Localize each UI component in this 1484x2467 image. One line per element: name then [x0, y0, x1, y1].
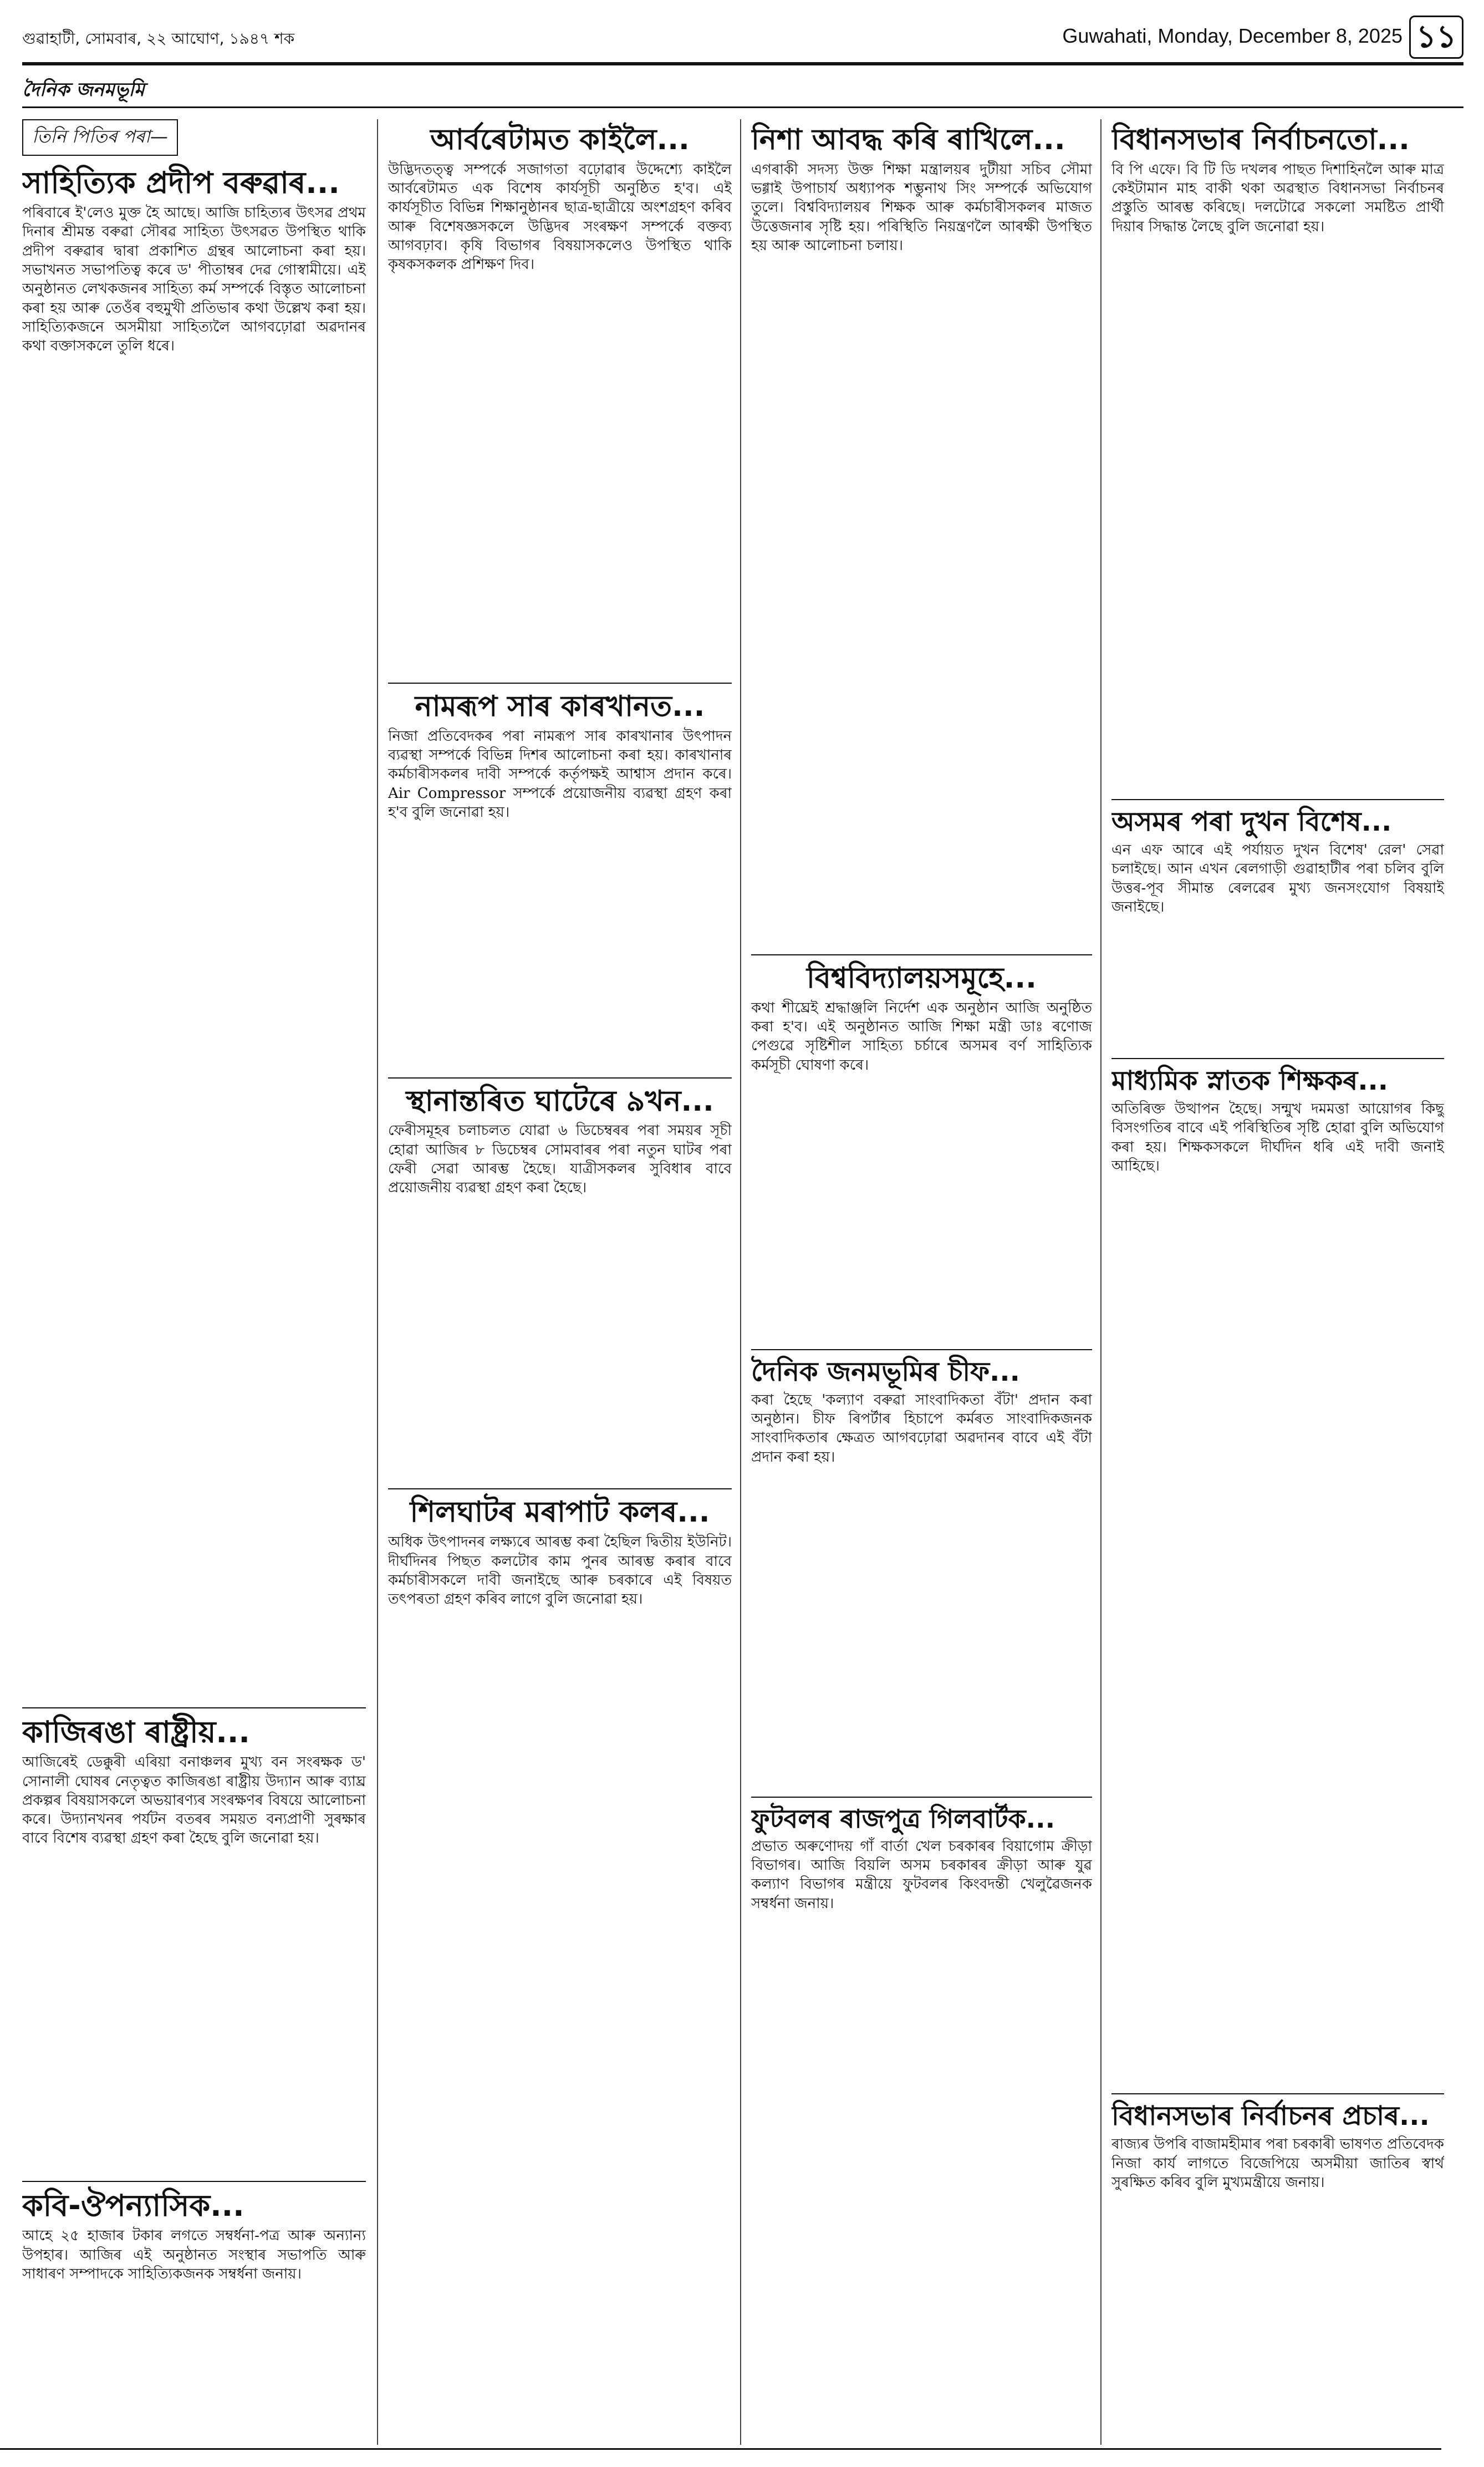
column-divider — [740, 119, 741, 2445]
article-body: উদ্ভিদতত্ত্ব সম্পৰ্কে সজাগতা বঢ়োৱাৰ উদ্দেশ্যে কাইলৈ আৰ্বৰেটামত এক বিশেষ কাৰ্যসূচী অনুষ্ঠিত হ'ব। এই কাৰ্যসূচীত বিভিন্ন শিক্ষানুষ্ঠানৰ ছাত্ৰ-ছাত্ৰীয়ে অংশগ্ৰহণ কৰিব আৰু বিশেষজ্ঞসকলে উদ্ভিদৰ সংৰক্ষণ সম্পৰ্কে বক্তব্য আগবঢ়াব। কৃষি বিভাগৰ বিষয়াসকলেও উপস্থিত থাকি কৃষকসকলক প্ৰশিক্ষণ দিব। — [388, 161, 732, 273]
headline: বিধানসভাৰ নিৰ্বাচনতো... — [1111, 123, 1410, 156]
article-body: কৰা হৈছে 'কল্যাণ বৰুৱা সাংবাদিকতা বঁটা' প্ৰদান কৰা অনুষ্ঠান। চীফ ৰিপৰ্টাৰ হিচাপে কৰ্মৰত সাংবাদিকজনক সাংবাদিকতাৰ ক্ষেত্ৰত আগবঢ়োৱা অৱদানৰ বাবে এই বঁটা প্ৰদান কৰা হয়। — [751, 1391, 1092, 1466]
article-university — [751, 962, 1092, 1342]
article-namrup — [388, 690, 732, 1071]
headline: বিশ্ববিদ্যালয়সমূহে... — [807, 961, 1037, 995]
article-janambhumi-chief — [751, 1357, 1092, 1790]
headline: অসমৰ পৰা দুখন বিশেষ... — [1111, 806, 1392, 837]
article-train — [1111, 807, 1444, 1051]
column-divider — [377, 119, 378, 2445]
article-rule — [388, 1488, 732, 1489]
headline: কবি-ঔপন্যাসিক... — [22, 2188, 244, 2224]
column-divider — [1100, 119, 1101, 2445]
article-kaziranga — [22, 1715, 366, 2174]
column-2 — [388, 119, 732, 2445]
article-arboretum — [388, 124, 732, 676]
article-body: প্ৰভাত অৰুণোদয় গাঁ বাৰ্তা খেল চৰকাৰৰ বিয়াগোম ক্ৰীড়া বিভাগৰ। আজি বিয়লি অসম চৰকাৰৰ ক্ৰীড়া আৰু যুৱ কল্যাণ বিভাগৰ মন্ত্ৰীয়ে ফুটবলৰ কিংবদন্তী খেলুৱৈজনক সম্বৰ্ধনা জনায়। — [751, 1838, 1092, 1912]
article-body: ফেৰীসমূহৰ চলাচলত যোৱা ৬ ডিচেম্বৰৰ পৰা সময়ৰ সূচী হোৱা আজিৰ ৮ ডিচেম্বৰ সোমবাৰৰ পৰা নতুন ঘাটৰ পৰা ফেৰী সেৱা আৰম্ভ হৈছে। যাত্ৰীসকলৰ সুবিধাৰ বাবে প্ৰয়োজনীয় ব্যৱস্থা গ্ৰহণ কৰা হৈছে। — [388, 1122, 732, 1197]
header-rule — [22, 62, 1463, 65]
column-3 — [751, 119, 1092, 2445]
article-body: আহে ২৫ হাজাৰ টকাৰ লগতে সম্বৰ্ধনা-পত্ৰ আৰু অন্যান্য উপহাৰ। আজিৰ এই অনুষ্ঠানত সংস্থাৰ সভাপতি আৰু সাধাৰণ সম্পাদকে সাহিত্যিকজনক সম্বৰ্ধনা জনায়। — [22, 2227, 366, 2282]
article-body: আজিৰেই ডেক্কুৰী এৰিয়া বনাঞ্চলৰ মুখ্য বন সংৰক্ষক ড' সোনালী ঘোষৰ নেতৃত্বত কাজিৰঙা ৰাষ্ট্ৰীয় উদ্যান আৰু ব্যাঘ্ৰ প্ৰকল্পৰ বিষয়াসকলে অভয়াৰণ্যৰ সংৰক্ষণৰ বিষয়ে আলোচনা কৰে। উদ্যানখনৰ পৰ্যটন বতৰৰ সময়ত বন্যপ্ৰাণী সুৰক্ষাৰ বাবে বিশেষ ব্যৱস্থা গ্ৰহণ কৰা হৈছে বুলি জনোৱা হয়। — [22, 1754, 366, 1847]
article-ghat — [388, 1085, 732, 1482]
page-header — [22, 0, 1463, 114]
column-4 — [1111, 119, 1444, 2445]
article-body: ৰাজ্যৰ উপৰি বাজামহীমাৰ পৰা চৰকাৰী ভাষণত প্ৰতিবেদক নিজা কাৰ্য লাগতে বিজেপিয়ে অসমীয়া জাতিৰ স্বাৰ্থ সুৰক্ষিত কৰিব বুলি মুখ্যমন্ত্ৰীয়ে জনায়। — [1111, 2136, 1444, 2191]
article-silghat — [388, 1496, 732, 1609]
article-rule — [22, 1707, 366, 1708]
article-body: অধিক উৎপাদনৰ লক্ষ্যৰে আৰম্ভ কৰা হৈছিল দ্বিতীয় ইউনিট। দীৰ্ঘদিনৰ পিছত কলটোৰ কাম পুনৰ আৰম্ভ কৰাৰ বাবে কৰ্মচাৰীসকলে দাবী জনাইছে আৰু চৰকাৰে এই বিষয়ত তৎপৰতা গ্ৰহণ কৰিব লাগে বুলি জনোৱা হয়। — [388, 1534, 732, 1608]
article-body: পৰিবাৰে ই'লেও মুক্ত হৈ আছে। আজি চাহিত্যৰ উৎসৱ প্ৰথম দিনাৰ শ্ৰীমন্ত বৰুৱা সৌৰৱ সাহিত্য উৎসৱত উপস্থিত থাকি প্ৰদীপ বৰুৱাৰ দ্বাৰা প্ৰকাশিত গ্ৰন্থৰ আলোচনা কৰা হয়। সভাখনত সভাপতিত্ব কৰে ড' পীতাম্বৰ দেৱ গোস্বামীয়ে। এই অনুষ্ঠানত লেখকজনৰ সাহিত্য কৰ্ম সম্পৰ্কে বিস্তৃত আলোচনা কৰা হয় আৰু তেওঁৰ বহুমুখী প্ৰতিভাৰ কথা উল্লেখ কৰা হয়। সাহিত্যিকজনে অসমীয়া সাহিত্যলৈ আগবঢ়োৱা অৱদানৰ কথা বক্তাসকলে তুলি ধৰে। — [22, 205, 366, 355]
article-rule — [751, 1349, 1092, 1350]
headline: আৰ্বৰেটামত কাইলৈ... — [430, 123, 690, 156]
header-date-left: গুৱাহাটী, সোমবাৰ, ২২ আঘোণ, ১৯৪৭ শক — [22, 29, 295, 48]
article-rule — [1111, 2093, 1444, 2094]
section-kicker: তিনি পিতিৰ পৰা— — [22, 119, 178, 156]
headline: মাধ্যমিক স্নাতক শিক্ষকৰ... — [1111, 1065, 1389, 1096]
article-rule — [388, 683, 732, 684]
masthead-title: দৈনিক জনমভূমি — [22, 79, 145, 101]
headline: দৈনিক জনমভূমিৰ চীফ... — [751, 1356, 1020, 1387]
article-rule — [1111, 1058, 1444, 1059]
article-body: বি পি এফে। বি টি ডি দখলৰ পাছত দিশাহিনলৈ আৰু মাত্ৰ কেইটামান মাহ বাকী থকা অৱস্থাত বিধানসভা নিৰ্বাচনৰ প্ৰস্তুতি আৰম্ভ কৰিছে। দলটোৱে সকলো সমষ্টিত প্ৰাৰ্থী দিয়াৰ সিদ্ধান্ত লৈছে বুলি জনোৱা হয়। — [1111, 161, 1444, 235]
article-rule — [22, 2181, 366, 2182]
article-body: অতিৰিক্ত উত্থাপন হৈছে। সন্মুখ দমমত্তা আয়োগৰ কিছু বিসংগতিৰ বাবে এই পৰিস্থিতিৰ সৃষ্টি হোৱা বুলি অভিযোগ কৰা হয়। শিক্ষকসকলে দীৰ্ঘদিন ধৰি এই দাবী জনাই আহিছে। — [1111, 1101, 1444, 1175]
article-body: এন এফ আৰে এই পৰ্যায়ত দুখন বিশেষ' রেল' সেৱা চলাইছে। আন এখন ৰেলগাড়ী গুৱাহাটীৰ পৰা চলিব বুলি উত্তৰ-পূব সীমান্ত ৰেলৱেৰ মুখ্য জনসংযোগ বিষয়াই জনাইছে। — [1111, 841, 1444, 915]
article-football — [751, 1804, 1092, 1913]
header-date-right: Guwahati, Monday, December 8, 2025 — [1062, 24, 1403, 47]
article-rule — [1111, 799, 1444, 800]
article-body: এগৰাকী সদস্য উক্ত শিক্ষা মন্ত্ৰালয়ৰ দুটীয়া সচিব সৌমা ভগ্গাই উপাচাৰ্য অধ্যাপক শম্ভুনাথ সিং সম্পৰ্কে অভিযোগ তুলে। বিশ্ববিদ্যালয়ৰ শিক্ষক আৰু কৰ্মচাৰীসকলৰ মাজত উত্তেজনাৰ সৃষ্টি হয়। পৰিস্থিতি নিয়ন্ত্ৰণলৈ আৰক্ষী উপস্থিত হয় আৰু আলোচনা চলায়। — [751, 161, 1092, 255]
column-1 — [22, 119, 366, 2445]
headline: সাহিত্যিক প্ৰদীপ বৰুৱাৰ... — [22, 165, 340, 200]
article-kobi — [22, 2189, 366, 2283]
footer-rule — [0, 2448, 1441, 2450]
page-number: ১১ — [1409, 16, 1463, 59]
article-rule — [751, 954, 1092, 955]
masthead-rule — [22, 106, 1463, 108]
article-campaign — [1111, 2101, 1444, 2192]
article-bidhansabha — [1111, 124, 1444, 792]
article-nisha — [751, 124, 1092, 948]
headline: ফুটবলৰ ৰাজপুত্ৰ গিলবাৰ্টক... — [751, 1803, 1055, 1834]
article-rule — [388, 1077, 732, 1079]
article-body: কথা শীঘ্ৰেই শ্ৰদ্ধাঞ্জলি নিৰ্দেশ এক অনুষ্ঠান আজি অনুষ্ঠিত কৰা হ'ব। এই অনুষ্ঠানত আজি শিক্ষা মন্ত্ৰী ডাঃ ৰণোজ পেগুৱে সৃষ্টিশীল সাহিত্য চৰ্চাৰে অসমৰ বৰ্ণ সাহিত্যিক কৰ্মসূচী ঘোষণা কৰে। — [751, 999, 1092, 1074]
headline: স্থানান্তৰিত ঘাটেৰে ৯খন... — [406, 1084, 714, 1118]
headline: বিধানসভাৰ নিৰ্বাচনৰ প্ৰচাৰ... — [1111, 2100, 1430, 2132]
article-sahityik — [22, 166, 366, 1701]
article-teachers — [1111, 1066, 1444, 2087]
headline: নামৰূপ সাৰ কাৰখানত... — [415, 689, 705, 723]
headline: শিলঘাটৰ মৰাপাট কলৰ... — [410, 1496, 710, 1529]
article-rule — [751, 1797, 1092, 1798]
article-body: নিজা প্ৰতিবেদকৰ পৰা নামৰূপ সাৰ কাৰখানাৰ উৎপাদন ব্যৱস্থা সম্পৰ্কে বিভিন্ন দিশৰ আলোচনা কৰা হয়। কাৰখানাৰ কৰ্মচাৰীসকলৰ দাবী সম্পৰ্কে কৰ্তৃপক্ষই আশ্বাস প্ৰদান কৰে। Air Compressor সম্পৰ্কে প্ৰয়োজনীয় ব্যৱস্থা গ্ৰহণ কৰা হ'ব বুলি জনোৱা হয়। — [388, 728, 732, 821]
headline: কাজিৰঙা ৰাষ্ট্ৰীয়... — [22, 1715, 250, 1750]
headline: নিশা আবদ্ধ কৰি ৰাখিলে... — [751, 123, 1065, 156]
